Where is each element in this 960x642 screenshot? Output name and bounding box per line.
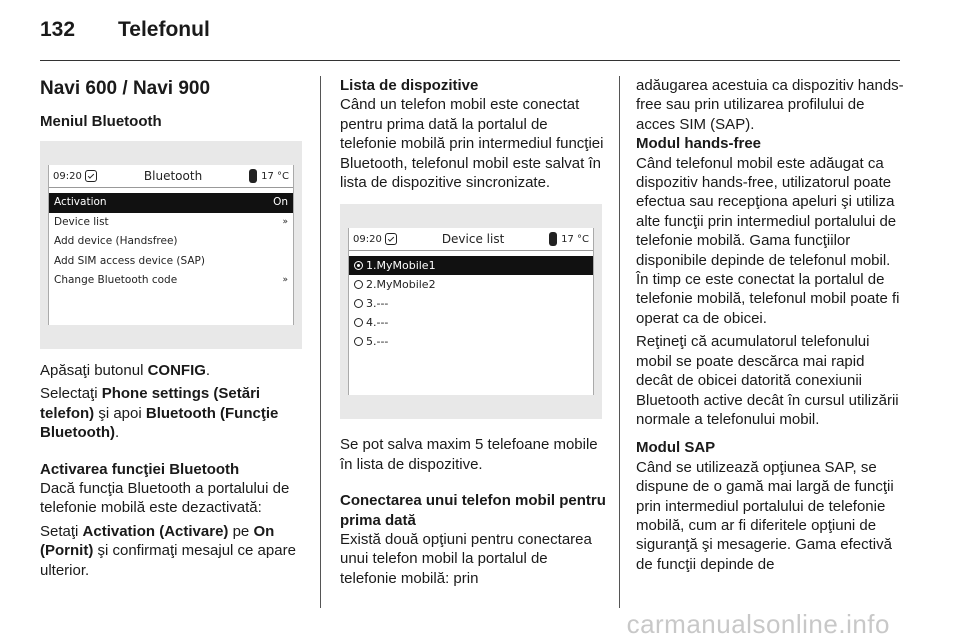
screen-time: 09:20 <box>353 233 382 245</box>
device-label: 3.--- <box>366 297 389 311</box>
text: Selectaţi <box>40 385 102 403</box>
page-number: 132 <box>40 18 76 41</box>
device-item <box>349 332 593 351</box>
screen-time: 09:20 <box>53 170 82 182</box>
column-1 <box>40 76 308 580</box>
menu-item-value: On <box>273 196 288 209</box>
paragraph-config <box>40 361 308 380</box>
device-label: 2.MyMobile2 <box>366 278 436 292</box>
thermometer-icon <box>549 232 557 246</box>
device-item <box>349 275 593 294</box>
paragraph-battery: Reţineţi că acumulatorul telefonului mobil se poate descărca mai rapid decât de obicei datorită conexiunii Bluetooth active decât în cursul utilizării normale a telefonului mobil. <box>636 333 899 428</box>
thermometer-icon <box>249 169 257 183</box>
column-3 <box>636 76 904 574</box>
paragraph-set-on <box>40 522 308 580</box>
chevron-right-icon: » <box>282 275 288 286</box>
paragraph-device-list: Când un telefon mobil este conectat pentru prima dată la portalul de telefonie mobilă prin intermediul funcţiei Bluetooth, telefonul mobil este salvat în lista de dispozitive sincronizate. <box>340 96 604 192</box>
screen-status-bar <box>49 165 293 188</box>
activation-label: Activation (Activare) <box>82 522 229 540</box>
menu-item-label: Add SIM access device (SAP) <box>54 254 205 267</box>
menu-item-add-sim <box>49 252 293 272</box>
radio-selected-icon <box>354 261 363 270</box>
paragraph-select <box>40 384 308 442</box>
bluetooth-screen <box>48 165 294 325</box>
text: pe <box>228 522 254 540</box>
text: Setaţi <box>40 522 83 540</box>
page-title: Telefonul <box>118 18 210 41</box>
text: . <box>205 361 211 379</box>
paragraph-handsfree: Când telefonul mobil este adăugat ca dispozitiv hands-free, utilizatorul poate efectua sau recepţiona apeluri şi utiliza alte funcţii prin intermediul portalului de telefonie mobilă. Gama funcţiilor disponibile depinde de telefonul mobil. În timp ce este conectat la portalul de telefonie mobilă, telefonul mobil poate fi operat ca de obicei. <box>636 154 900 327</box>
menu-item-add-device <box>49 232 293 252</box>
screen-temperature: 17 °C <box>561 233 589 245</box>
paragraph-continuation: adăugarea acestuia ca dispozitiv hands-free sau prin utilizarea profilului de acces SIM (SAP). <box>636 77 904 133</box>
device-list-screen <box>348 228 594 395</box>
text: şi apoi <box>94 404 146 422</box>
phone-settings-label: Phone settings (Setări telefon) <box>40 385 261 422</box>
bluetooth-screen-image <box>40 141 302 349</box>
subheading-sap: Modul SAP <box>636 439 716 457</box>
screen-title: Device list <box>441 231 505 246</box>
radio-icon <box>354 299 363 308</box>
device-list-screen-image <box>340 204 602 419</box>
menu-item-label: Add device (Handsfree) <box>54 235 178 248</box>
radio-icon <box>354 280 363 289</box>
paragraph-options: Există două opţiuni pentru conectarea unui telefon mobil la portalul de telefonie mobilă: prin <box>340 531 592 587</box>
bluetooth-function-label: Bluetooth (Funcţie Bluetooth) <box>40 404 279 442</box>
subheading-connect: Conectarea unui telefon mobil pentru prima dată <box>340 492 606 529</box>
device-item <box>349 256 593 275</box>
column-2 <box>340 76 606 588</box>
screen-title: Bluetooth <box>143 168 203 183</box>
screen-temperature: 17 °C <box>261 170 289 182</box>
text: . <box>114 424 120 442</box>
subheading-bluetooth-menu: Meniul Bluetooth <box>40 113 162 130</box>
subheading-device-list: Lista de dispozitive <box>340 77 479 94</box>
paragraph-sap: Când se utilizează opţiunea SAP, se dispune de o gamă mai largă de funcţii prin intermediul portalului de telefonie mobilă, cum ar fi diferitele opţiuni de siguranţă şi mesagerie. Gama efectivă de funcţii depinde de <box>636 458 894 573</box>
device-label: 1.MyMobile1 <box>366 259 436 273</box>
column-divider-2 <box>619 76 620 608</box>
device-item <box>349 313 593 332</box>
menu-item-change-code <box>49 271 293 291</box>
subheading-activate: Activarea funcţiei Bluetooth <box>40 460 240 478</box>
phone-icon <box>85 170 97 182</box>
text: şi confirmaţi mesajul ce apare ulterior. <box>40 542 296 579</box>
phone-icon <box>385 233 397 245</box>
section-title: Navi 600 / Navi 900 <box>40 78 211 99</box>
menu-item-activation <box>49 193 293 213</box>
column-divider-1 <box>320 76 321 608</box>
paragraph-disabled: Dacă funcţia Bluetooth a portalului de telefonie mobilă este dezactivată: <box>40 479 290 517</box>
on-label: On (Pornit) <box>40 522 275 560</box>
radio-icon <box>354 337 363 346</box>
device-label: 4.--- <box>366 316 389 330</box>
header-rule <box>40 60 900 61</box>
text: Apăsaţi butonul <box>40 361 148 379</box>
radio-icon <box>354 318 363 327</box>
menu-item-label: Change Bluetooth code <box>54 274 178 287</box>
menu-item-label: Device list <box>54 215 109 228</box>
screen-status-bar <box>349 228 593 251</box>
menu-item-device-list <box>49 213 293 233</box>
subheading-handsfree: Modul hands-free <box>636 135 762 153</box>
page-header <box>40 18 210 48</box>
config-label: CONFIG <box>147 361 206 379</box>
menu-item-label: Activation <box>54 196 107 209</box>
paragraph-max-phones: Se pot salva maxim 5 telefoane mobile în lista de dispozitive. <box>340 436 598 473</box>
device-item <box>349 294 593 313</box>
device-label: 5.--- <box>366 335 389 349</box>
watermark: carmanualsonline.info <box>626 609 890 639</box>
chevron-right-icon: » <box>282 216 288 227</box>
